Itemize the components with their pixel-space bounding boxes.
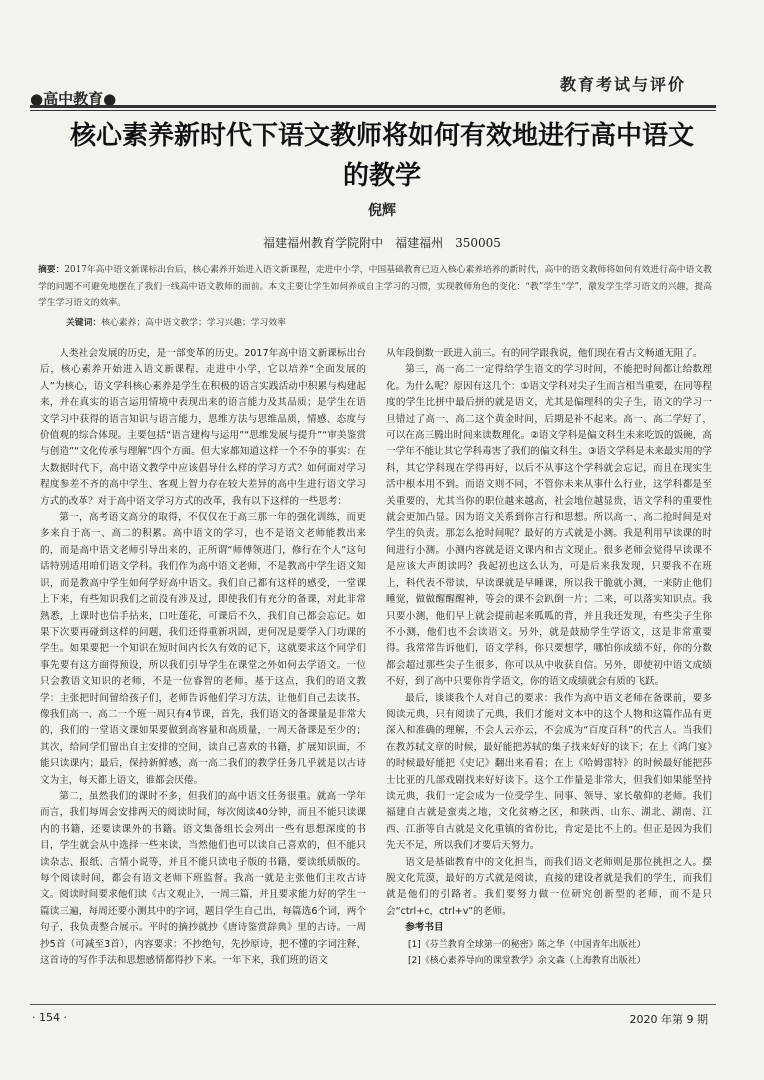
- abstract: [38, 262, 712, 312]
- paragraph: 从年段倒数一跃进入前三。有的同学跟我说，他们现在看古文畅通无阻了。: [386, 348, 703, 359]
- paragraph: 语文是基础教育中的文化担当，而我们语文老师则是那位挑担之人。摆脱文化荒漠，最好的方式就是阅读，直接的建设者就是我们的学生，而我们就是他们的引路者。我们要努力做一位研究创新型的老师，而不是只会“ctrl+c，ctrl+v”的老师。: [386, 856, 712, 917]
- section-label: ●高中教育●: [30, 90, 117, 108]
- body-column-left: [40, 346, 366, 969]
- abstract-label: 摘要：: [38, 265, 65, 275]
- header-rule: [30, 105, 716, 108]
- article-title: 核心素养新时代下语文教师将如何有效地进行高中语文的教学: [69, 121, 694, 191]
- paragraph: 第一，高考语文高分的取得，不仅仅在于高三那一年的强化训练，而更多来自于高一、高二的积累。高中语文的学习，也不是语文老师能教出来的，而是高中语文老师引导出来的，正所谓“师傅领进门，修行在个人”这句话特别适用咱们语文学科。我们作为高中语文老师，不是教高中学生语文知识，而是教高中学生如何学好高中语文。我们自己都有这样的感受，一堂课上下来，有些知识我们之前没有涉及过，即使我们有充分的备课，对此非常熟悉，上课时也信手拈来，口吐莲花，可课后不久，我们自己都会忘记。如果下次要再碰到这样的问题，我们还得重新巩固，更何况是要学入门功课的学生。如果要把一个知识在短时间内长久有效的记下，这就要求这个同学们事先要有这方面得预设，所以我们引导学生在课堂之外如何去学语文。一位只会教语文知识的老师，不是一位睿智的老师。基于这点，我们的语文教学：主张把时间留给孩子们，老师告诉他们学习方法，让他们自己去读书。像我们高一、高二一个班一周只有4节课，首先，我们语文的备课量是非常大的，我们的一堂语文课如果要做到高容量和高质量，一周天备课是至少的；其次，给同学们留出自主安排的空间，读自己喜欢的书籍，扩展知识面，不能只读课内；最后，保持新鲜感，高一高二我们的教学任务几乎就是以古诗文为主，每天都上语文，谁都会厌倦。: [40, 512, 366, 786]
- paragraph: 第二，虽然我们的课时不多，但我们的高中语文任务很重。就高一学年而言，我们每周会安排两天的阅读时间，每次阅读40分钟，而且不能只读课内的书籍，还要读课外的书籍。语文集备组长会列出一些有思想深度的书目，学生就会从中选择一些来读，当然他们也可以读自己喜欢的，但不能只读杂志、报纸、言情小说等，并且不能只读电子版的书籍，要读纸质版的。每个阅读时间，都会有语文老师下班监督。我高一就是主张他们主攻古诗文。阅读时间要求他们读《古文观止》，一周三篇，并且要求能力好的学生一篇读三遍，每周还要小测其中的字词，题目学生自己出，每篇选6个词，两个句子，我负责整合展示。平时的摘抄就抄《唐诗鉴赏辞典》里的古诗。一周抄5首（可减至3首），内容要求：不抄绝句，先抄原诗，把不懂的字词注释、这首诗的写作手法和思想感情都得抄下来。一年下来，我们班的语文: [40, 790, 366, 967]
- keywords: [66, 315, 712, 328]
- header-rule-thin: [30, 110, 716, 111]
- references-heading: 参考书目: [405, 922, 444, 934]
- footer-rule: [30, 1004, 716, 1005]
- body-column-right: [386, 346, 712, 969]
- journal-name: 教育考试与评价: [559, 75, 686, 94]
- keywords-text: 核心素养；高中语文教学；学习兴趣；学习效率: [101, 318, 286, 328]
- paragraph: 第三，高一高二一定得给学生语文的学习时间，不能把时间都让给数理化。为什么呢？原因有这几个：①语文学科对尖子生而言相当重要，在同等程度的学生比拼中最后拼的就是语文，尤其是偏理科的尖子生，语文的学习一旦错过了高一、高二这个黄金时间，后期是补不起来。高一、高二学好了，可以在高三腾出时间来读数理化。②语文学科是偏文科生未来吃饭的饭碗，高一学年不能让其它学科毒害了我们的偏文科生。③语文学科是未来最实用的学科，其它学科现在学得再好，以后不从事这个学科就会忘记，而且在现实生活中根本用不到。而语文则不同，不管你未来从事什么行业，这学科都是至关重要的，尤其当你的职位越来越高，社会地位越显贵，语文学科的重要性就会更加凸显。因为语文关系到你言行和思想。所以高一、高二抢时间是对学生的负责。那怎么抢时间呢？最好的方式就是小测。我是利用早读课的时间进行小测。小测内容就是语文课内和古文现止。很多老师会觉得早读课不是应该大声朗读吗？我起初也这么认为，可是后来我发现，只要我不在班上，科代表不带读，早读课就是早睡课，所以我干脆就小测，一来防止他们睡觉，做做醒醒醒神，等会的课不会趴倒一片；二来，可以落实知识点。我只要小测，他们早上就会提前起来呱呱的背，并且我还发现，有些尖子生你不小测，他们也不会读语文。另外，就是鼓励学生学语文，这是非常重要得。我常常告诉他们，语文学科，你只要想学，哪怕你成绩不好，你的分数都会超过那些尖子生很多，你可以从中收获自信。另外，即使初中语文成绩不好，到了高中只要你肯学语文，你的语文成绩就会有质的飞跃。: [386, 364, 712, 688]
- page-number: · 154 ·: [32, 1011, 67, 1024]
- reference-item: [2]《核心素养导向的课堂教学》余文森（上海教育出版社）: [408, 956, 646, 967]
- paragraph: 最后，谈谈我个人对自己的要求：我作为高中语文老师在备课前，要多阅读元典，只有阅读了元典，我们才能对文本中的这个人物和这篇作品有更深入和准确的理解，不会人云亦云，不会成为“百度百科”的代言人。当我们在教苏轼文章的时候，最好能把苏轼的集子找来好好的读下；在上《鸿门宴》的时候最好能把《史记》翻出来看看；在上《哈姆雷特》的时候最好能把莎士比亚的几部戏剧找来好好读下。这个工作量是非常大，但我们如果能坚持读元典，我们一定会成为一位受学生、同事、领导、家长敬仰的老师。我们福建自古就是蛮夷之地，文化贫瘠之区，和陕西、山东、湖北、湖南、江西、江浙等自古就是文化重镇的省份比，肯定是比不上的。但正是因为我们先天不足，所以我们才要后天努力。: [386, 692, 712, 852]
- article-author: 倪辉: [368, 203, 396, 219]
- keywords-label: 关键词：: [66, 318, 102, 328]
- issue-label: 2020 年第 9 期: [629, 1013, 708, 1026]
- reference-item: [1]《芬兰教育全球第一的秘密》陈之华（中国青年出版社）: [408, 939, 646, 950]
- paragraph: 人类社会发展的历史，是一部变革的历史。2017年高中语文新课标出台后，核心素养开始进入语文新课程，走进中小学，它以培养“全面发展的人”为核心，语文学科核心素养是学生在积极的语言实践活动中积累与构建起来，并在真实的语言运用情境中表现出来的语言能力及其品质；是学生在语文学习中获得的语言知识与语言能力，思维方法与思维品质，情感、态度与价值观的综合体现。主要包括“语言建构与运用”“思维发展与提升”“审美鉴赏与创造”“文化传承与理解”四个方面。但大家都知道这样一个不争的事实：在大数据时代下，高中语文教学中应该倡导什么样的学习方式？如何面对学习程度参差不齐的高中学生、客观上智力存在较大差异的高中生进行语文学习方式的改革？对于高中语文学习方式的改革，我有以下这样的一些思考：: [40, 348, 366, 507]
- abstract-text: 2017年高中语文新课标出台后，核心素养开始进入语文新课程，走进中小学，中国基础教育已迈入核心素养培养的新时代，高中的语文教师将如何有效进行高中语文教学的问题不可避免地摆在了我们一线高中语文教师的面前。本文主要让学生如何养成自主学习的习惯，实现教师角色的变化：“教”学生“学”，激发学生学习语文的兴趣，提高学生学习语文的效率。: [38, 265, 712, 308]
- article-affiliation: 福建福州教育学院附中 福建福州 350005: [263, 236, 501, 250]
